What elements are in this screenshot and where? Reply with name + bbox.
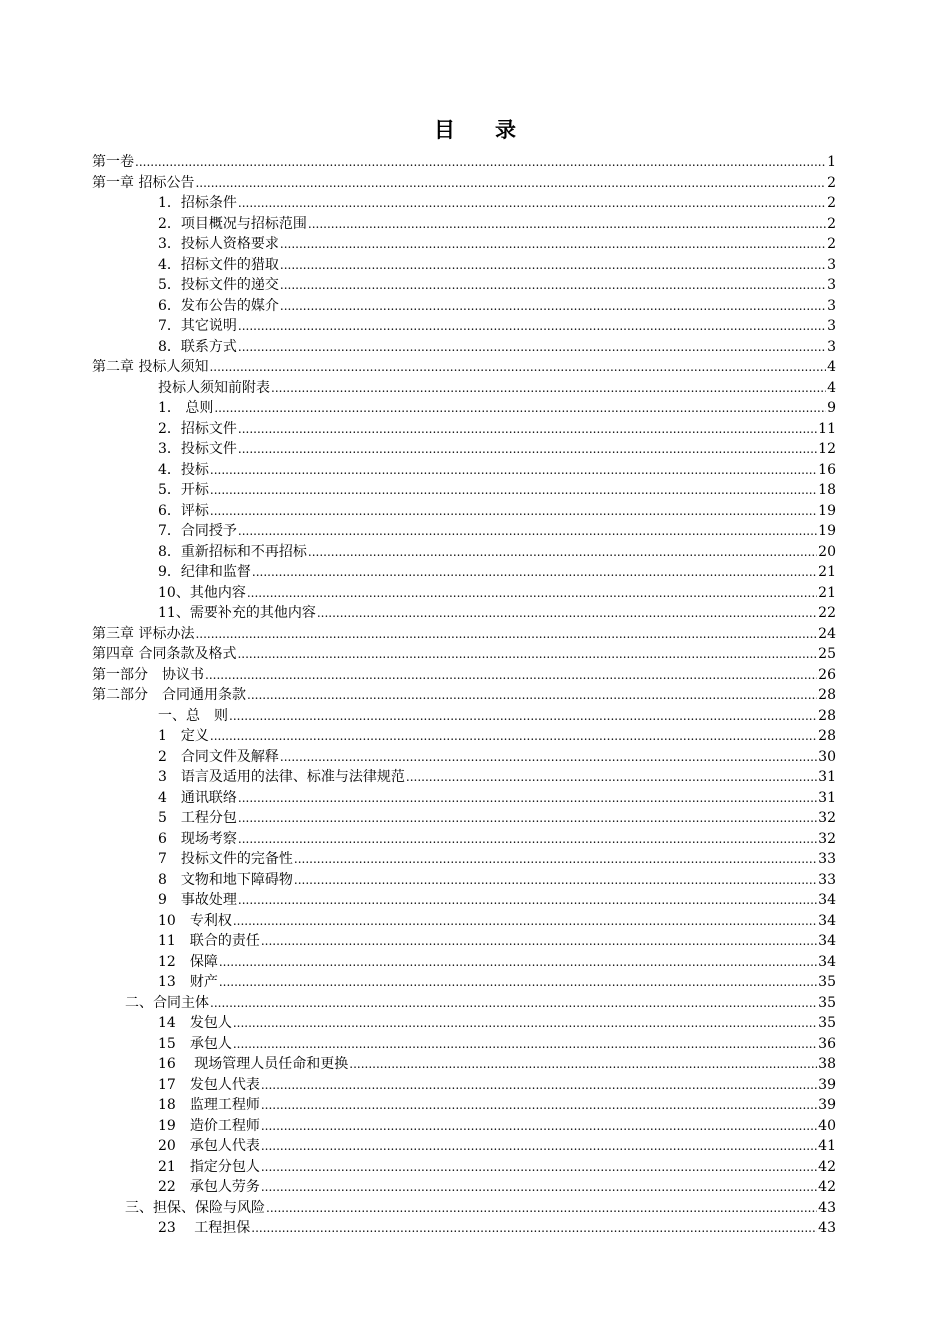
toc-dot-leader: [210, 993, 817, 1014]
title-char-1: 目: [434, 117, 455, 142]
toc-dot-leader: [210, 480, 817, 501]
toc-entry-label: 17 发包人代表: [158, 1076, 260, 1093]
toc-entry-label: 8．重新招标和不再招标: [158, 543, 307, 560]
toc-entry-label: 4 通讯联络: [158, 789, 237, 806]
toc-entry[interactable]: [92, 1198, 836, 1219]
toc-entry-page-number: 42: [818, 1158, 836, 1175]
toc-entry[interactable]: [92, 1075, 836, 1096]
toc-entry-label: 3．投标文件: [158, 441, 237, 457]
toc-dot-leader: [251, 1218, 817, 1239]
toc-entry-page-number: 31: [818, 789, 836, 806]
toc-entry[interactable]: [92, 1034, 836, 1055]
toc-entry-page-number: 3: [827, 297, 836, 314]
toc-dot-leader: [247, 583, 817, 604]
toc-entry[interactable]: [92, 706, 836, 727]
toc-entry-page-number: 32: [818, 830, 836, 847]
toc-dot-leader: [195, 173, 826, 194]
toc-entry-page-number: 18: [818, 482, 836, 498]
toc-entry-page-number: 21: [818, 564, 836, 580]
toc-dot-leader: [135, 152, 826, 173]
toc-entry-page-number: 4: [827, 379, 836, 396]
toc-entry-page-number: 35: [818, 994, 836, 1011]
toc-dot-leader: [271, 378, 826, 399]
toc-entry-label: 10、其他内容: [158, 584, 246, 601]
toc-entry-page-number: 24: [818, 625, 836, 642]
toc-dot-leader: [238, 316, 826, 337]
toc-entry-label: 13 财产: [158, 974, 218, 990]
toc-dot-leader: [238, 337, 826, 358]
toc-entry-page-number: 43: [818, 1220, 836, 1236]
toc-entry[interactable]: [92, 337, 836, 358]
toc-entry-label: 2．项目概况与招标范围: [158, 215, 307, 232]
toc-entry[interactable]: [92, 624, 836, 645]
toc-entry-label: 第一部分 协议书: [92, 666, 204, 683]
toc-dot-leader: [219, 972, 817, 993]
toc-entry[interactable]: [92, 234, 836, 255]
toc-entry-page-number: 39: [818, 1076, 836, 1093]
toc-dot-leader: [233, 911, 817, 932]
toc-entry-page-number: 3: [827, 277, 836, 293]
toc-entry-page-number: 40: [818, 1117, 836, 1134]
toc-entry-label: 投标人须知前附表: [158, 379, 270, 396]
toc-entry[interactable]: [92, 808, 836, 829]
toc-entry[interactable]: [92, 1136, 836, 1157]
toc-entry-label: 18 监理工程师: [158, 1097, 260, 1113]
toc-entry[interactable]: [92, 193, 836, 214]
toc-entry[interactable]: [92, 1013, 836, 1034]
toc-entry-label: 1．招标条件: [158, 195, 237, 211]
toc-entry[interactable]: [92, 1157, 836, 1178]
toc-entry-label: 4．招标文件的猎取: [158, 256, 279, 273]
toc-entry[interactable]: [92, 1116, 836, 1137]
toc-entry[interactable]: [92, 316, 836, 337]
toc-entry-label: 11 联合的责任: [158, 933, 260, 949]
toc-entry-page-number: 34: [818, 892, 836, 908]
toc-entry-page-number: 19: [818, 502, 836, 519]
toc-entry-label: 第二章 投标人须知: [92, 359, 209, 375]
toc-dot-leader: [237, 644, 817, 665]
toc-dot-leader: [280, 234, 826, 255]
toc-entry[interactable]: [92, 480, 836, 501]
toc-entry-label: 6 现场考察: [158, 830, 237, 847]
toc-entry-page-number: 2: [827, 215, 836, 232]
toc-entry-label: 一、总 则: [158, 707, 228, 724]
toc-entry-page-number: 39: [818, 1097, 836, 1113]
toc-entry[interactable]: [92, 644, 836, 665]
toc-entry-page-number: 32: [818, 810, 836, 826]
toc-dot-leader: [238, 890, 817, 911]
toc-entry[interactable]: [92, 173, 836, 194]
toc-dot-leader: [238, 419, 817, 440]
toc-entry-label: 第一卷: [92, 154, 134, 170]
toc-entry-page-number: 34: [818, 912, 836, 929]
toc-dot-leader: [280, 747, 817, 768]
toc-entry-page-number: 19: [818, 523, 836, 539]
toc-entry-page-number: 4: [827, 359, 836, 375]
toc-entry-label: 14 发包人: [158, 1015, 232, 1031]
toc-dot-leader: [238, 829, 817, 850]
toc-entry[interactable]: [92, 583, 836, 604]
toc-entry-page-number: 28: [818, 728, 836, 744]
toc-entry-label: 6．发布公告的媒介: [158, 297, 279, 314]
toc-entry-label: 1 定义: [158, 728, 209, 744]
toc-entry-page-number: 33: [818, 851, 836, 867]
toc-entry[interactable]: [92, 378, 836, 399]
toc-entry[interactable]: [92, 521, 836, 542]
toc-entry-label: 3 语言及适用的法律、标准与法律规范: [158, 769, 405, 785]
toc-entry-label: 7．其它说明: [158, 318, 237, 334]
toc-entry-label: 第四章 合同条款及格式: [92, 646, 237, 662]
toc-dot-leader: [247, 685, 817, 706]
toc-dot-leader: [252, 562, 817, 583]
toc-entry[interactable]: [92, 419, 836, 440]
toc-dot-leader: [280, 255, 826, 276]
title-char-2: 录: [495, 117, 516, 142]
toc-entry-page-number: 20: [818, 543, 836, 560]
toc-dot-leader: [214, 398, 826, 419]
toc-entry-label: 第二部分 合同通用条款: [92, 687, 246, 703]
toc-entry[interactable]: [92, 972, 836, 993]
toc-entry[interactable]: [92, 952, 836, 973]
toc-entry-label: 1． 总则: [158, 400, 214, 416]
toc-entry-label: 二、合同主体: [125, 994, 209, 1011]
toc-dot-leader: [317, 603, 817, 624]
toc-entry-page-number: 31: [818, 769, 836, 785]
toc-entry-label: 5 工程分包: [158, 810, 237, 826]
toc-dot-leader: [280, 296, 826, 317]
toc-dot-leader: [210, 460, 817, 481]
toc-dot-leader: [294, 870, 817, 891]
toc-entry-label: 6．评标: [158, 502, 209, 519]
toc-entry[interactable]: [92, 398, 836, 419]
toc-entry-page-number: 25: [818, 646, 836, 662]
toc-entry[interactable]: [92, 542, 836, 563]
toc-entry[interactable]: [92, 603, 836, 624]
toc-entry-page-number: 11: [818, 420, 836, 437]
toc-entry[interactable]: [92, 829, 836, 850]
toc-entry-page-number: 35: [818, 974, 836, 990]
toc-entry-page-number: 34: [818, 953, 836, 970]
toc-entry-label: 12 保障: [158, 953, 218, 970]
toc-dot-leader: [205, 665, 817, 686]
toc-entry-page-number: 28: [818, 687, 836, 703]
toc-entry-label: 8．联系方式: [158, 338, 237, 355]
toc-entry-page-number: 38: [818, 1056, 836, 1072]
toc-entry[interactable]: [92, 747, 836, 768]
toc-entry-label: 5．开标: [158, 482, 209, 498]
toc-dot-leader: [261, 1136, 817, 1157]
toc-entry-label: 7 投标文件的完备性: [158, 851, 293, 867]
toc-entry-page-number: 16: [818, 461, 836, 478]
toc-dot-leader: [210, 726, 817, 747]
toc-dot-leader: [261, 1095, 817, 1116]
toc-entry-page-number: 2: [827, 236, 836, 252]
toc-entry[interactable]: [92, 1054, 836, 1075]
toc-entry-page-number: 41: [818, 1138, 836, 1154]
page-title: [0, 114, 950, 144]
toc-entry[interactable]: [92, 562, 836, 583]
toc-entry[interactable]: [92, 890, 836, 911]
toc-entry-label: 21 指定分包人: [158, 1158, 260, 1175]
toc-entry-label: 9 事故处理: [158, 892, 237, 908]
toc-entry[interactable]: [92, 152, 836, 173]
toc-entry-label: 7．合同授予: [158, 523, 237, 539]
toc-entry-page-number: 30: [818, 748, 836, 765]
toc-entry-label: 第一章 招标公告: [92, 174, 195, 191]
toc-dot-leader: [229, 706, 817, 727]
toc-dot-leader: [406, 767, 817, 788]
toc-dot-leader: [261, 1177, 817, 1198]
toc-entry-page-number: 28: [818, 707, 836, 724]
toc-entry-page-number: 26: [818, 666, 836, 683]
toc-dot-leader: [266, 1198, 817, 1219]
toc-entry-page-number: 36: [818, 1035, 836, 1052]
toc-entry-page-number: 35: [818, 1015, 836, 1031]
toc-entry-page-number: 3: [827, 256, 836, 273]
toc-entry[interactable]: [92, 1177, 836, 1198]
toc-dot-leader: [238, 193, 826, 214]
toc-entry-label: 4．投标: [158, 461, 209, 478]
toc-dot-leader: [195, 624, 817, 645]
toc-dot-leader: [261, 1157, 817, 1178]
toc-entry-page-number: 1: [827, 154, 836, 170]
toc-entry-label: 16 现场管理人员任命和更换: [158, 1056, 349, 1072]
table-of-contents: [92, 152, 836, 1239]
toc-dot-leader: [261, 1075, 817, 1096]
toc-entry[interactable]: [92, 788, 836, 809]
toc-entry[interactable]: [92, 255, 836, 276]
toc-entry[interactable]: [92, 767, 836, 788]
toc-entry[interactable]: [92, 849, 836, 870]
toc-entry[interactable]: [92, 296, 836, 317]
toc-entry-page-number: 9: [827, 400, 836, 416]
toc-dot-leader: [238, 439, 817, 460]
toc-entry-page-number: 12: [818, 441, 836, 457]
toc-dot-leader: [210, 501, 817, 522]
toc-dot-leader: [308, 214, 826, 235]
toc-entry-page-number: 2: [827, 174, 836, 191]
toc-entry[interactable]: [92, 870, 836, 891]
toc-entry-page-number: 42: [818, 1179, 836, 1195]
toc-dot-leader: [261, 931, 817, 952]
toc-dot-leader: [349, 1054, 817, 1075]
toc-dot-leader: [308, 542, 817, 563]
toc-entry[interactable]: [92, 1095, 836, 1116]
toc-entry[interactable]: [92, 357, 836, 378]
toc-dot-leader: [294, 849, 817, 870]
toc-entry[interactable]: [92, 501, 836, 522]
toc-entry-label: 3．投标人资格要求: [158, 236, 279, 252]
toc-entry[interactable]: [92, 931, 836, 952]
toc-dot-leader: [233, 1034, 817, 1055]
toc-entry[interactable]: [92, 726, 836, 747]
toc-dot-leader: [238, 808, 817, 829]
toc-dot-leader: [238, 788, 817, 809]
toc-entry-label: 19 造价工程师: [158, 1117, 260, 1134]
toc-entry-page-number: 33: [818, 871, 836, 888]
toc-dot-leader: [238, 521, 817, 542]
toc-entry[interactable]: [92, 993, 836, 1014]
toc-entry-page-number: 43: [818, 1199, 836, 1216]
toc-entry-label: 10 专利权: [158, 912, 232, 929]
toc-dot-leader: [261, 1116, 817, 1137]
toc-entry-label: 2．招标文件: [158, 420, 237, 437]
toc-entry[interactable]: [92, 275, 836, 296]
toc-entry[interactable]: [92, 460, 836, 481]
toc-entry-label: 第三章 评标办法: [92, 625, 195, 642]
toc-entry-page-number: 2: [827, 195, 836, 211]
toc-entry-page-number: 22: [818, 605, 836, 621]
toc-dot-leader: [233, 1013, 817, 1034]
toc-entry-label: 20 承包人代表: [158, 1138, 260, 1154]
toc-entry[interactable]: [92, 439, 836, 460]
toc-entry[interactable]: [92, 685, 836, 706]
toc-entry-page-number: 21: [818, 584, 836, 601]
toc-entry-label: 15 承包人: [158, 1035, 232, 1052]
toc-dot-leader: [219, 952, 817, 973]
toc-entry-page-number: 3: [827, 318, 836, 334]
toc-entry-label: 5．投标文件的递交: [158, 277, 279, 293]
toc-entry-label: 2 合同文件及解释: [158, 748, 279, 765]
toc-entry-label: 三、担保、保险与风险: [125, 1199, 265, 1216]
toc-entry-page-number: 34: [818, 933, 836, 949]
toc-dot-leader: [209, 357, 826, 378]
toc-entry-label: 22 承包人劳务: [158, 1179, 260, 1195]
toc-entry[interactable]: [92, 214, 836, 235]
toc-entry[interactable]: [92, 911, 836, 932]
toc-entry-label: 8 文物和地下障碍物: [158, 871, 293, 888]
toc-entry-page-number: 3: [827, 338, 836, 355]
toc-entry-label: 9．纪律和监督: [158, 564, 251, 580]
toc-dot-leader: [280, 275, 826, 296]
toc-entry-label: 11、需要补充的其他内容: [158, 605, 316, 621]
toc-entry-label: 23 工程担保: [158, 1220, 251, 1236]
toc-entry[interactable]: [92, 665, 836, 686]
toc-entry[interactable]: [92, 1218, 836, 1239]
